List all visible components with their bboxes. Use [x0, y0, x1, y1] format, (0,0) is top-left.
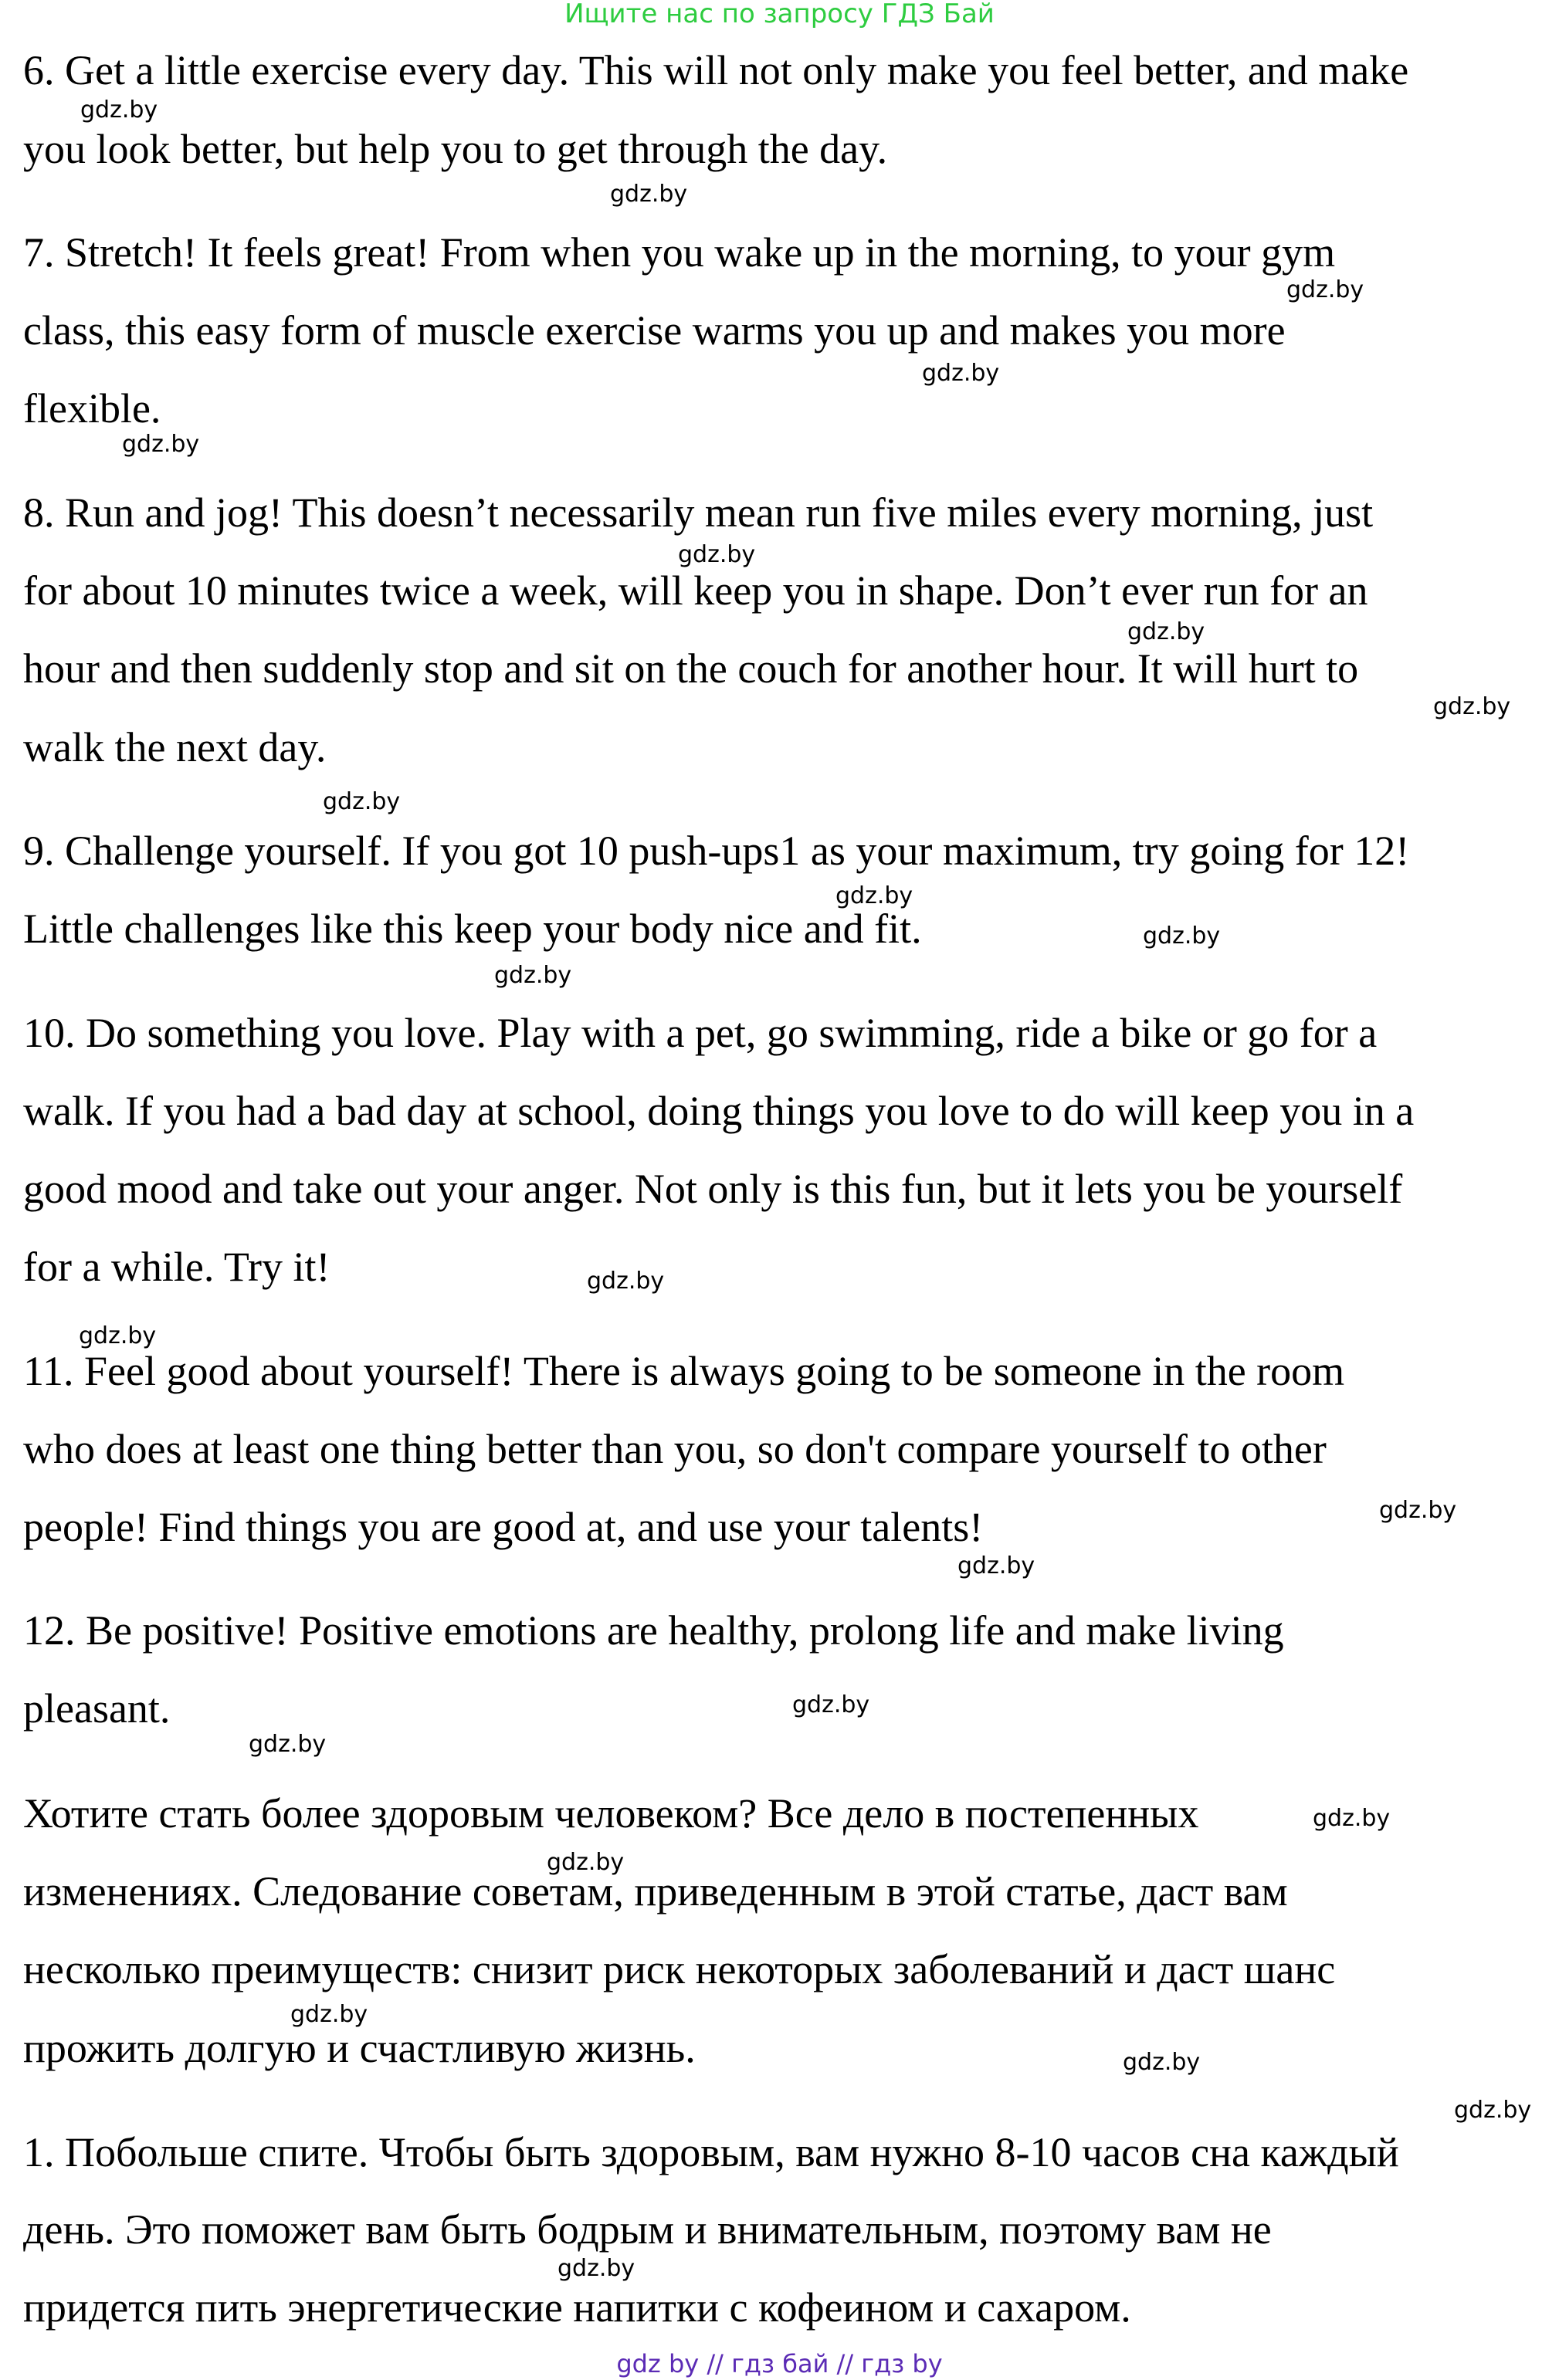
watermark: gdz.by: [1143, 923, 1221, 950]
watermark: gdz.by: [1286, 276, 1364, 303]
watermark: gdz.by: [922, 360, 1000, 387]
watermark: gdz.by: [587, 1268, 665, 1295]
text-line: good mood and take out your anger. Not only is this fun, but it lets you be yourself: [23, 1166, 1403, 1212]
text-line: 12. Be positive! Positive emotions are healthy, prolong life and make living: [23, 1607, 1284, 1654]
text-line: придется пить энергетические напитки с кофеином и сахаром.: [23, 2284, 1131, 2331]
text-line: 9. Challenge yourself. If you got 10 push-ups1 as your maximum, try going for 12!: [23, 828, 1410, 874]
text-line: 6. Get a little exercise every day. This will not only make you feel better, and make: [23, 47, 1409, 93]
watermark: gdz.by: [610, 181, 688, 208]
text-line: день. Это поможет вам быть бодрым и внимательным, поэтому вам не: [23, 2206, 1272, 2253]
text-line: 11. Feel good about yourself! There is always going to be someone in the room: [23, 1348, 1345, 1394]
text-line: 10. Do something you love. Play with a pet, go swimming, ride a bike or go for a: [23, 1010, 1378, 1056]
watermark: gdz.by: [558, 2255, 635, 2282]
text-line: hour and then suddenly stop and sit on the couch for another hour. It will hurt to: [23, 645, 1359, 692]
text-line: walk. If you had a bad day at school, doing things you love to do will keep you in a: [23, 1088, 1415, 1134]
text-line: Little challenges like this keep your body nice and fit.: [23, 906, 922, 952]
text-line: Хотите стать более здоровым человеком? Все дело в постепенных: [23, 1790, 1199, 1837]
watermark: gdz.by: [323, 788, 401, 815]
watermark: gdz.by: [122, 431, 200, 458]
watermark: gdz.by: [1454, 2097, 1532, 2124]
watermark: gdz.by: [1433, 693, 1511, 720]
watermark: gdz.by: [1313, 1805, 1391, 1832]
search-hint-banner: Ищите нас по запросу ГДЗ Бай: [564, 0, 995, 29]
watermark: gdz.by: [80, 96, 158, 124]
text-line: people! Find things you are good at, and use your talents!: [23, 1504, 984, 1550]
watermark: gdz.by: [494, 962, 572, 989]
watermark: gdz.by: [792, 1691, 870, 1718]
text-line: for about 10 minutes twice a week, will keep you in shape. Don’t ever run for an: [23, 567, 1368, 614]
watermark: gdz.by: [79, 1322, 157, 1349]
watermark: gdz.by: [1127, 618, 1205, 645]
text-line: who does at least one thing better than you, so don't compare yourself to other: [23, 1426, 1327, 1472]
watermark: gdz.by: [957, 1552, 1035, 1579]
text-line: class, this easy form of muscle exercise warms you up and makes you more: [23, 307, 1286, 354]
text-line: несколько преимуществ: снизит риск некоторых заболеваний и даст шанс: [23, 1946, 1336, 1992]
text-line: изменениях. Следование советам, приведенным в этой статье, даст вам: [23, 1868, 1288, 1914]
text-line: 7. Stretch! It feels great! From when you wake up in the morning, to your gym: [23, 229, 1336, 276]
text-line: flexible.: [23, 385, 161, 432]
watermark: gdz.by: [678, 541, 756, 568]
text-line: прожить долгую и счастливую жизнь.: [23, 2025, 696, 2071]
watermark: gdz.by: [249, 1731, 327, 1758]
watermark: gdz.by: [1123, 2049, 1201, 2076]
watermark: gdz.by: [290, 2001, 368, 2028]
text-line: for a while. Try it!: [23, 1244, 330, 1290]
text-line: 1. Побольше спите. Чтобы быть здоровым, вам нужно 8-10 часов сна каждый: [23, 2129, 1399, 2175]
watermark: gdz.by: [547, 1849, 625, 1876]
watermark: gdz.by: [1379, 1497, 1457, 1524]
text-line: walk the next day.: [23, 724, 327, 770]
footer-links: gdz by // гдз бай // гдз by: [616, 2349, 943, 2378]
watermark: gdz.by: [835, 882, 913, 909]
text-line: 8. Run and jog! This doesn’t necessarily mean run five miles every morning, just: [23, 489, 1374, 536]
text-line: pleasant.: [23, 1685, 171, 1732]
text-line: you look better, but help you to get through the day.: [23, 126, 888, 172]
